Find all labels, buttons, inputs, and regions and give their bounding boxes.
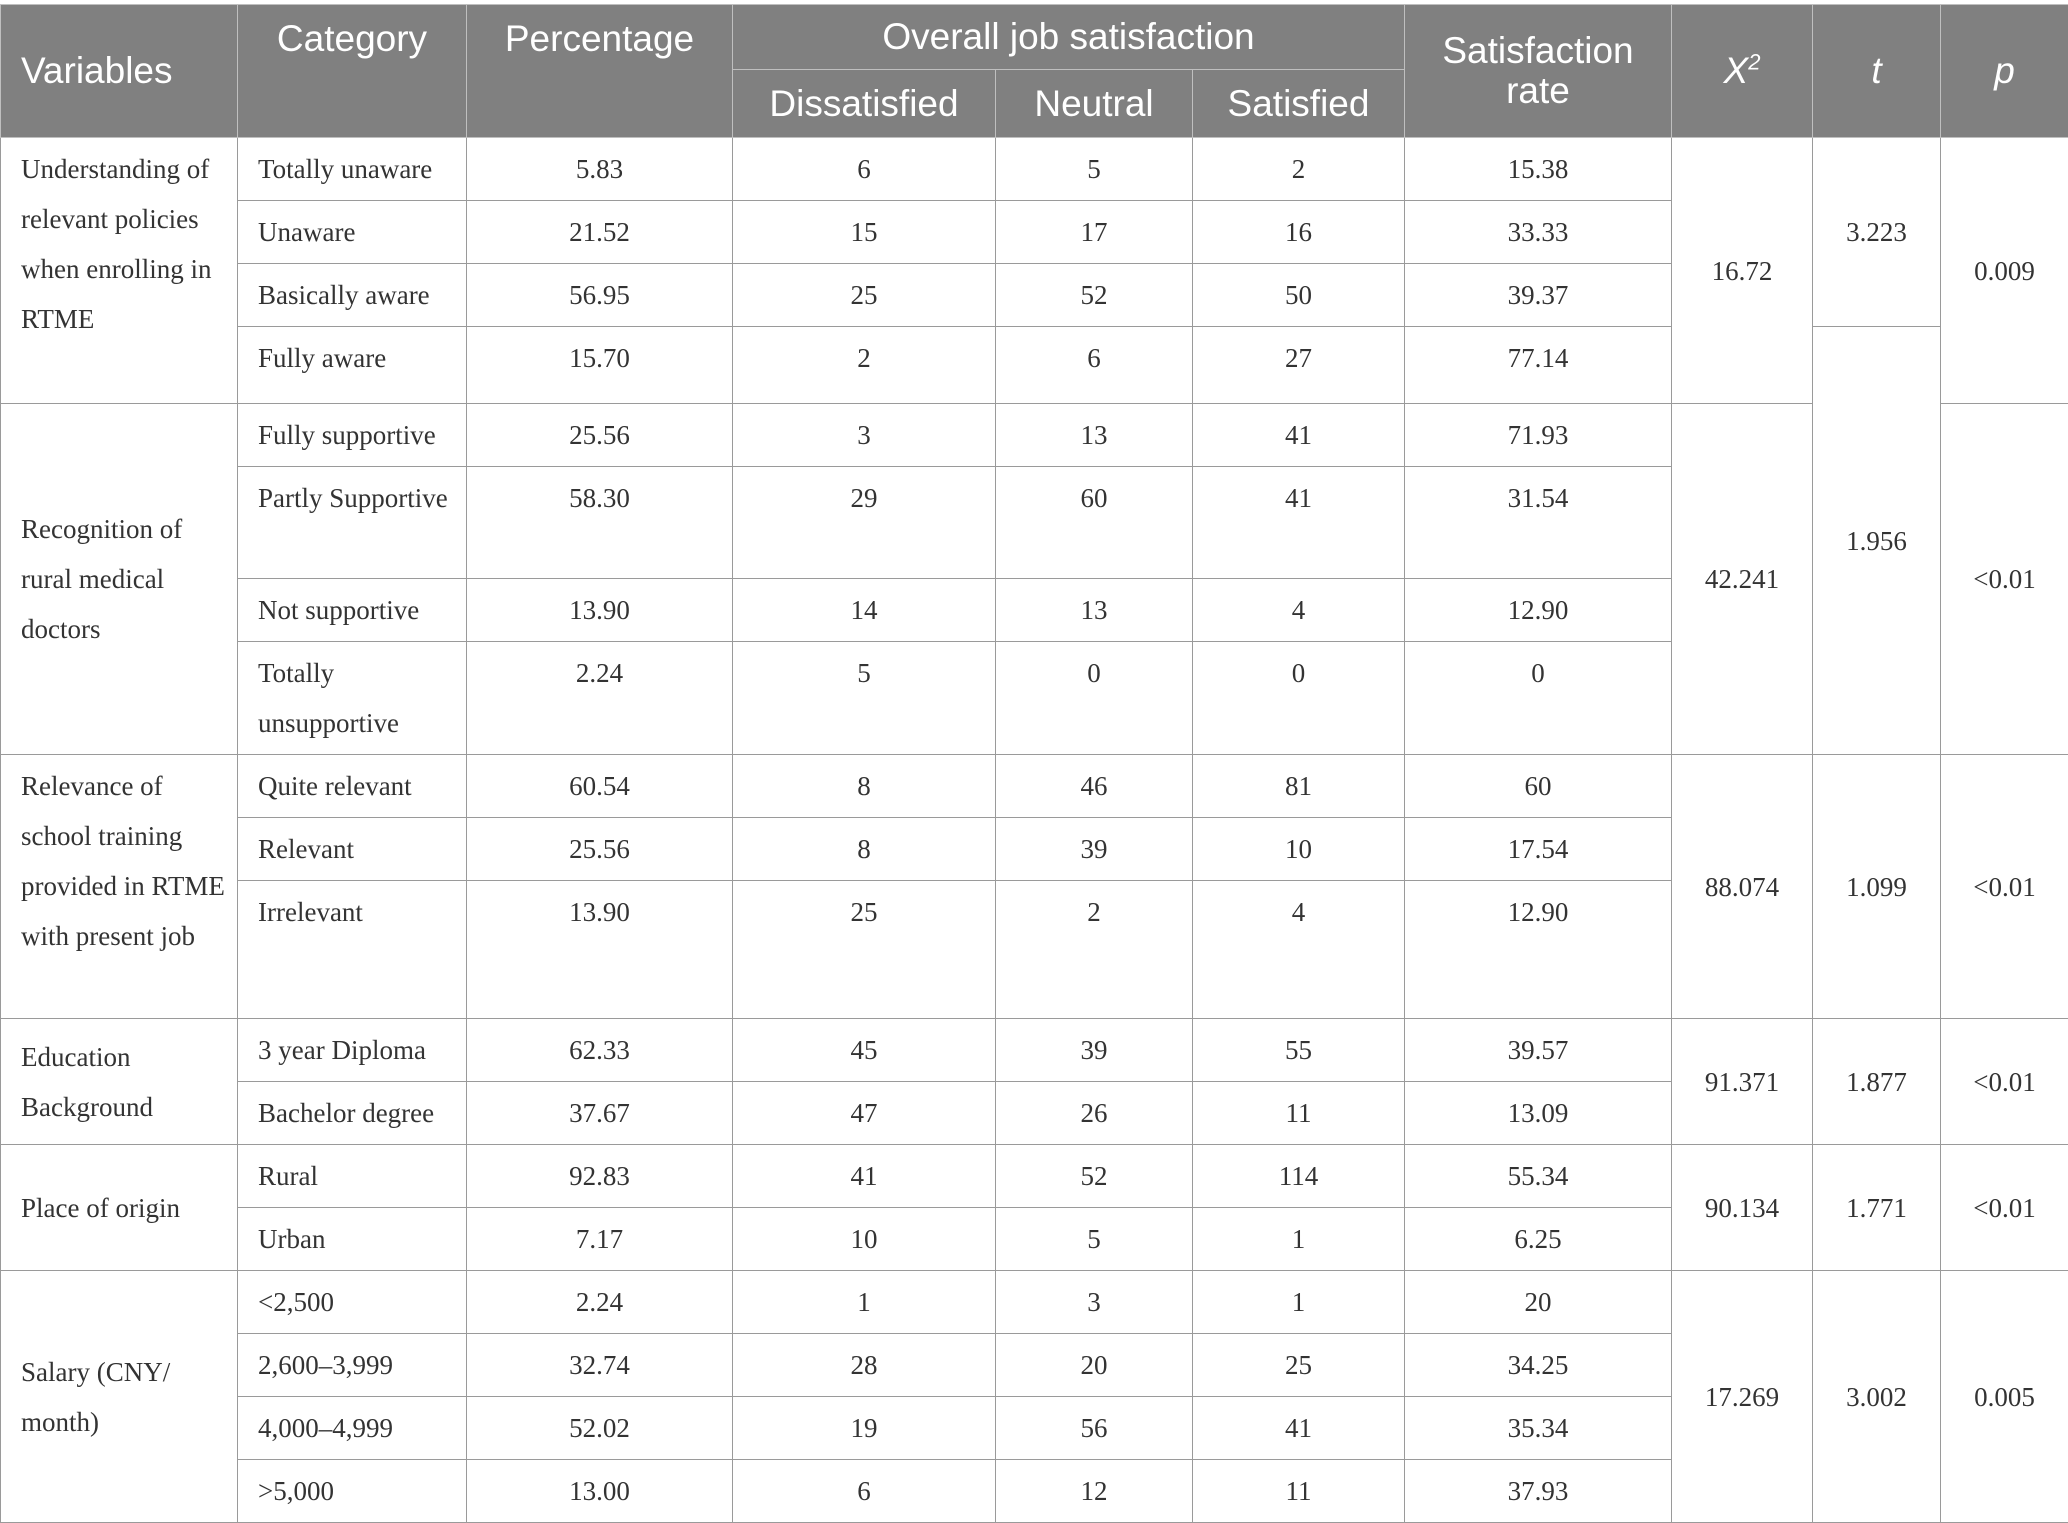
satisfied-cell: 27 xyxy=(1193,327,1405,404)
chi-square-cell: 91.371 xyxy=(1672,1019,1813,1145)
header-rate-line1: Satisfaction xyxy=(1442,30,1633,71)
percentage-cell: 58.30 xyxy=(467,467,733,579)
percentage-cell: 13.00 xyxy=(467,1460,733,1523)
satisfaction-rate-cell: 15.38 xyxy=(1405,138,1672,201)
neutral-cell: 5 xyxy=(996,1208,1193,1271)
percentage-cell: 15.70 xyxy=(467,327,733,404)
category-cell: Totally unsupportive xyxy=(238,642,467,755)
neutral-cell: 26 xyxy=(996,1082,1193,1145)
dissatisfied-cell: 6 xyxy=(733,1460,996,1523)
header-category: Category xyxy=(238,5,467,138)
satisfaction-rate-cell: 71.93 xyxy=(1405,404,1672,467)
neutral-cell: 52 xyxy=(996,264,1193,327)
satisfied-cell: 0 xyxy=(1193,642,1405,755)
category-cell: 4,000–4,999 xyxy=(238,1397,467,1460)
percentage-cell: 32.74 xyxy=(467,1334,733,1397)
satisfaction-rate-cell: 37.93 xyxy=(1405,1460,1672,1523)
satisfied-cell: 10 xyxy=(1193,818,1405,881)
percentage-cell: 52.02 xyxy=(467,1397,733,1460)
p-value-cell: 0.009 xyxy=(1941,138,2068,404)
p-value-cell: <0.01 xyxy=(1941,404,2068,755)
header-variables: Variables xyxy=(1,5,238,138)
t-cell: 3.223 xyxy=(1813,138,1941,327)
satisfaction-rate-cell: 55.34 xyxy=(1405,1145,1672,1208)
percentage-cell: 13.90 xyxy=(467,579,733,642)
dissatisfied-cell: 41 xyxy=(733,1145,996,1208)
category-cell: <2,500 xyxy=(238,1271,467,1334)
satisfied-cell: 114 xyxy=(1193,1145,1405,1208)
category-cell: Urban xyxy=(238,1208,467,1271)
table-row xyxy=(1,1019,2068,1082)
satisfied-cell: 16 xyxy=(1193,201,1405,264)
header-t: t xyxy=(1813,5,1941,138)
category-cell: 2,600–3,999 xyxy=(238,1334,467,1397)
header-neutral: Neutral xyxy=(996,70,1193,138)
category-cell: 3 year Diploma xyxy=(238,1019,467,1082)
dissatisfied-cell: 10 xyxy=(733,1208,996,1271)
percentage-cell: 2.24 xyxy=(467,642,733,755)
percentage-cell: 5.83 xyxy=(467,138,733,201)
satisfied-cell: 4 xyxy=(1193,579,1405,642)
percentage-cell: 92.83 xyxy=(467,1145,733,1208)
neutral-cell: 5 xyxy=(996,138,1193,201)
satisfaction-rate-cell: 12.90 xyxy=(1405,881,1672,1019)
variable-cell: Place of origin xyxy=(1,1145,238,1271)
satisfaction-rate-cell: 6.25 xyxy=(1405,1208,1672,1271)
percentage-cell: 13.90 xyxy=(467,881,733,1019)
header-chi-base: X xyxy=(1724,50,1749,91)
percentage-cell: 21.52 xyxy=(467,201,733,264)
category-cell: >5,000 xyxy=(238,1460,467,1523)
table-row xyxy=(1,1145,2068,1208)
t-cell: 1.771 xyxy=(1813,1145,1941,1271)
chi-square-cell: 90.134 xyxy=(1672,1145,1813,1271)
dissatisfied-cell: 8 xyxy=(733,755,996,818)
table-row xyxy=(1,755,2068,818)
dissatisfied-cell: 19 xyxy=(733,1397,996,1460)
dissatisfied-cell: 3 xyxy=(733,404,996,467)
category-cell: Irrelevant xyxy=(238,881,467,1019)
header-percentage: Percentage xyxy=(467,5,733,138)
p-value-cell: 0.005 xyxy=(1941,1271,2068,1523)
satisfied-cell: 1 xyxy=(1193,1208,1405,1271)
t-cell: 3.002 xyxy=(1813,1271,1941,1523)
category-cell: Not supportive xyxy=(238,579,467,642)
header-satisfied: Satisfied xyxy=(1193,70,1405,138)
chi-square-cell: 42.241 xyxy=(1672,404,1813,755)
satisfied-cell: 4 xyxy=(1193,881,1405,1019)
dissatisfied-cell: 1 xyxy=(733,1271,996,1334)
variable-cell: Relevance of school training provided in RTME with present job xyxy=(1,755,238,1019)
category-cell: Totally unaware xyxy=(238,138,467,201)
category-cell: Fully supportive xyxy=(238,404,467,467)
chi-square-cell: 17.269 xyxy=(1672,1271,1813,1523)
p-value-cell: <0.01 xyxy=(1941,1019,2068,1145)
table-header xyxy=(1,5,2068,138)
satisfaction-rate-cell: 31.54 xyxy=(1405,467,1672,579)
satisfaction-rate-cell: 60 xyxy=(1405,755,1672,818)
category-cell: Bachelor degree xyxy=(238,1082,467,1145)
satisfaction-rate-cell: 0 xyxy=(1405,642,1672,755)
dissatisfied-cell: 25 xyxy=(733,264,996,327)
neutral-cell: 39 xyxy=(996,1019,1193,1082)
table-row xyxy=(1,1271,2068,1334)
chi-square-cell: 88.074 xyxy=(1672,755,1813,1019)
variable-cell: Understanding of relevant policies when enrolling in RTME xyxy=(1,138,238,404)
satisfied-cell: 81 xyxy=(1193,755,1405,818)
t-cell: 1.877 xyxy=(1813,1019,1941,1145)
satisfied-cell: 55 xyxy=(1193,1019,1405,1082)
category-cell: Quite relevant xyxy=(238,755,467,818)
satisfaction-rate-cell: 17.54 xyxy=(1405,818,1672,881)
satisfied-cell: 41 xyxy=(1193,1397,1405,1460)
header-satisfaction-rate xyxy=(1405,5,1672,138)
header-chi-sup: 2 xyxy=(1748,50,1760,75)
satisfied-cell: 50 xyxy=(1193,264,1405,327)
dissatisfied-cell: 6 xyxy=(733,138,996,201)
satisfaction-rate-cell: 39.57 xyxy=(1405,1019,1672,1082)
header-p: p xyxy=(1941,5,2068,138)
category-cell: Unaware xyxy=(238,201,467,264)
neutral-cell: 20 xyxy=(996,1334,1193,1397)
dissatisfied-cell: 47 xyxy=(733,1082,996,1145)
variable-cell: Salary (CNY/ month) xyxy=(1,1271,238,1523)
satisfaction-rate-cell: 77.14 xyxy=(1405,327,1672,404)
satisfaction-rate-cell: 20 xyxy=(1405,1271,1672,1334)
satisfied-cell: 2 xyxy=(1193,138,1405,201)
satisfaction-rate-cell: 34.25 xyxy=(1405,1334,1672,1397)
t-cell: 1.956 xyxy=(1813,327,1941,755)
satisfaction-table xyxy=(0,4,2068,1523)
percentage-cell: 7.17 xyxy=(467,1208,733,1271)
dissatisfied-cell: 28 xyxy=(733,1334,996,1397)
t-cell: 1.099 xyxy=(1813,755,1941,1019)
dissatisfied-cell: 5 xyxy=(733,642,996,755)
dissatisfied-cell: 15 xyxy=(733,201,996,264)
neutral-cell: 13 xyxy=(996,579,1193,642)
percentage-cell: 56.95 xyxy=(467,264,733,327)
percentage-cell: 2.24 xyxy=(467,1271,733,1334)
percentage-cell: 25.56 xyxy=(467,818,733,881)
neutral-cell: 17 xyxy=(996,201,1193,264)
dissatisfied-cell: 14 xyxy=(733,579,996,642)
neutral-cell: 0 xyxy=(996,642,1193,755)
percentage-cell: 62.33 xyxy=(467,1019,733,1082)
header-overall-job-satisfaction: Overall job satisfaction xyxy=(733,5,1405,70)
table-row xyxy=(1,404,2068,467)
satisfied-cell: 1 xyxy=(1193,1271,1405,1334)
satisfied-cell: 11 xyxy=(1193,1460,1405,1523)
dissatisfied-cell: 2 xyxy=(733,327,996,404)
neutral-cell: 6 xyxy=(996,327,1193,404)
header-dissatisfied: Dissatisfied xyxy=(733,70,996,138)
category-cell: Fully aware xyxy=(238,327,467,404)
neutral-cell: 56 xyxy=(996,1397,1193,1460)
p-value-cell: <0.01 xyxy=(1941,755,2068,1019)
category-cell: Relevant xyxy=(238,818,467,881)
satisfaction-rate-cell: 39.37 xyxy=(1405,264,1672,327)
header-chi-square xyxy=(1672,5,1813,138)
neutral-cell: 3 xyxy=(996,1271,1193,1334)
satisfied-cell: 41 xyxy=(1193,467,1405,579)
p-value-cell: <0.01 xyxy=(1941,1145,2068,1271)
satisfied-cell: 25 xyxy=(1193,1334,1405,1397)
dissatisfied-cell: 25 xyxy=(733,881,996,1019)
chi-square-cell: 16.72 xyxy=(1672,138,1813,404)
neutral-cell: 60 xyxy=(996,467,1193,579)
neutral-cell: 2 xyxy=(996,881,1193,1019)
neutral-cell: 52 xyxy=(996,1145,1193,1208)
percentage-cell: 37.67 xyxy=(467,1082,733,1145)
dissatisfied-cell: 29 xyxy=(733,467,996,579)
variable-cell: Recognition of rural medical doctors xyxy=(1,404,238,755)
percentage-cell: 60.54 xyxy=(467,755,733,818)
variable-cell: Education Background xyxy=(1,1019,238,1145)
satisfied-cell: 41 xyxy=(1193,404,1405,467)
neutral-cell: 46 xyxy=(996,755,1193,818)
dissatisfied-cell: 45 xyxy=(733,1019,996,1082)
category-cell: Basically aware xyxy=(238,264,467,327)
satisfaction-rate-cell: 35.34 xyxy=(1405,1397,1672,1460)
percentage-cell: 25.56 xyxy=(467,404,733,467)
category-cell: Partly Supportive xyxy=(238,467,467,579)
table-row xyxy=(1,138,2068,201)
neutral-cell: 39 xyxy=(996,818,1193,881)
category-cell: Rural xyxy=(238,1145,467,1208)
satisfaction-rate-cell: 12.90 xyxy=(1405,579,1672,642)
satisfaction-rate-cell: 13.09 xyxy=(1405,1082,1672,1145)
header-rate-line2: rate xyxy=(1506,70,1570,111)
satisfaction-rate-cell: 33.33 xyxy=(1405,201,1672,264)
dissatisfied-cell: 8 xyxy=(733,818,996,881)
satisfied-cell: 11 xyxy=(1193,1082,1405,1145)
neutral-cell: 13 xyxy=(996,404,1193,467)
neutral-cell: 12 xyxy=(996,1460,1193,1523)
